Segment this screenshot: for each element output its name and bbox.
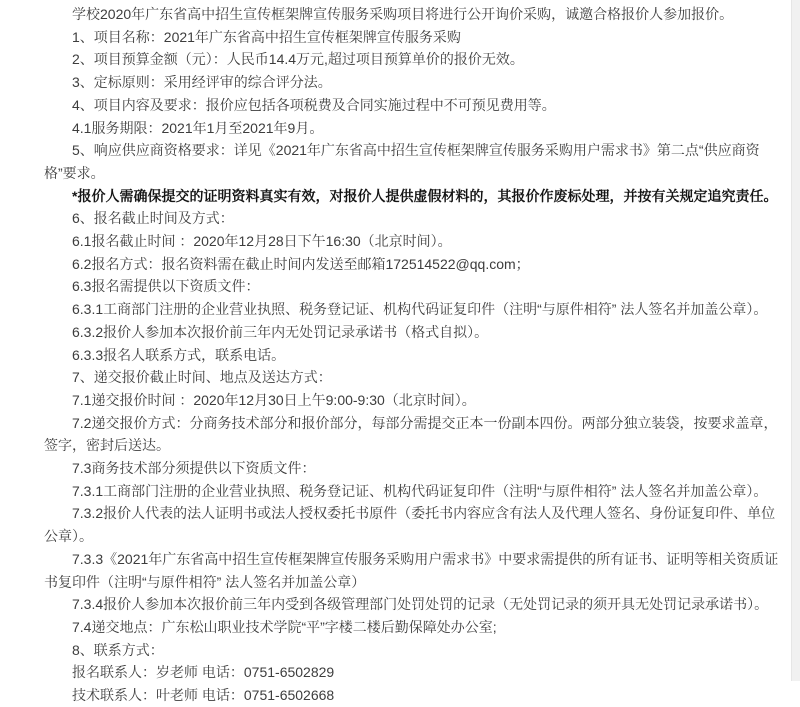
paragraph: 学校2020年广东省高中招生宣传框架牌宣传服务采购项目将进行公开询价采购，诚邀合格报价人参加报价。 — [72, 6, 734, 22]
paragraph: 4.1服务期限：2021年1月至2021年9月。 — [72, 119, 324, 136]
paragraph: 7.3.4报价人参加本次报价前三年内受到各级管理部门处罚处罚的记录（无处罚记录的须开具无处罚记录承诺书）。 — [72, 596, 769, 613]
paragraph: 6.3报名需提供以下资质文件： — [72, 278, 260, 295]
paragraph: 6.3.3报名人联系方式，联系电话。 — [72, 346, 286, 363]
paragraph: 7、递交报价截止时间、地点及送达方式： — [72, 369, 332, 386]
paragraph: 7.3商务技术部分须提供以下资质文件： — [72, 460, 316, 477]
paragraph: 1、项目名称：2021年广东省高中招生宣传框架牌宣传服务采购 — [72, 28, 461, 45]
paragraph: 6.2报名方式：报名资料需在截止时间内发送至邮箱172514522@qq.com； — [72, 255, 530, 272]
document-body — [0, 3, 800, 707]
paragraph: 6.1报名截止时间 ：2020年12月28日下午16:30（北京时间）。 — [72, 233, 452, 250]
paragraph: 7.1递交报价时间 ：2020年12月30日上午9:00-9:30（北京时间）。 — [72, 391, 476, 408]
paragraph: 5、响应供应商资格要求：详见《2021年广东省高中招生宣传框架牌宣传服务采购用户需求书》第二点“供应商资格”要求。 — [44, 142, 760, 181]
paragraph: 6.3.2报价人参加本次报价前三年内无处罚记录承诺书（格式自拟）。 — [72, 323, 489, 340]
paragraph: 技术联系人：叶老师 电话：0751-6502668 — [72, 687, 335, 704]
warning-paragraph: *报价人需确保提交的证明资料真实有效，对报价人提供虚假材料的，其报价作废标处理，并按有关规定追究责任。 — [72, 187, 778, 204]
paragraph: 报名联系人：岁老师 电话：0751-6502829 — [72, 664, 335, 681]
paragraph: 7.3.1工商部门注册的企业营业执照、税务登记证、机构代码证复印件（注明“与原件相符” 法人签名并加盖公章）。 — [72, 482, 768, 499]
paragraph: 6.3.1工商部门注册的企业营业执照、税务登记证、机构代码证复印件（注明“与原件相符” 法人签名并加盖公章）。 — [72, 301, 768, 318]
paragraph: 3、定标原则：采用经评审的综合评分法。 — [72, 74, 332, 91]
paragraph: 8、联系方式： — [72, 641, 164, 658]
scrollbar-track — [791, 0, 800, 681]
paragraph: 7.3.3《2021年广东省高中招生宣传框架牌宣传服务采购用户需求书》中要求需提供的所有证书、证明等相关资质证书复印件（注明“与原件相符” 法人签名并加盖公章） — [44, 550, 779, 590]
paragraph: 7.3.2报价人代表的法人证明书或法人授权委托书原件（委托书内容应含有法人及代理人签名、身份证复印件、单位公章）。 — [44, 505, 776, 545]
paragraph: 6、报名截止时间及方式： — [72, 210, 234, 227]
paragraph: 7.2递交报价方式：分商务技术部分和报价部分，每部分需提交正本一份副本四份。两部分独立装袋，按要求盖章，签字，密封后送达。 — [44, 414, 778, 454]
paragraph: 4、项目内容及要求：报价应包括各项税费及合同实施过程中不可预见费用等。 — [72, 96, 556, 113]
paragraph: 2、项目预算金额（元）：人民币14.4万元,超过项目预算单价的报价无效。 — [72, 51, 524, 68]
paragraph: 7.4递交地点：广东松山职业技术学院“平”字楼二楼后勤保障处办公室; — [72, 618, 497, 635]
